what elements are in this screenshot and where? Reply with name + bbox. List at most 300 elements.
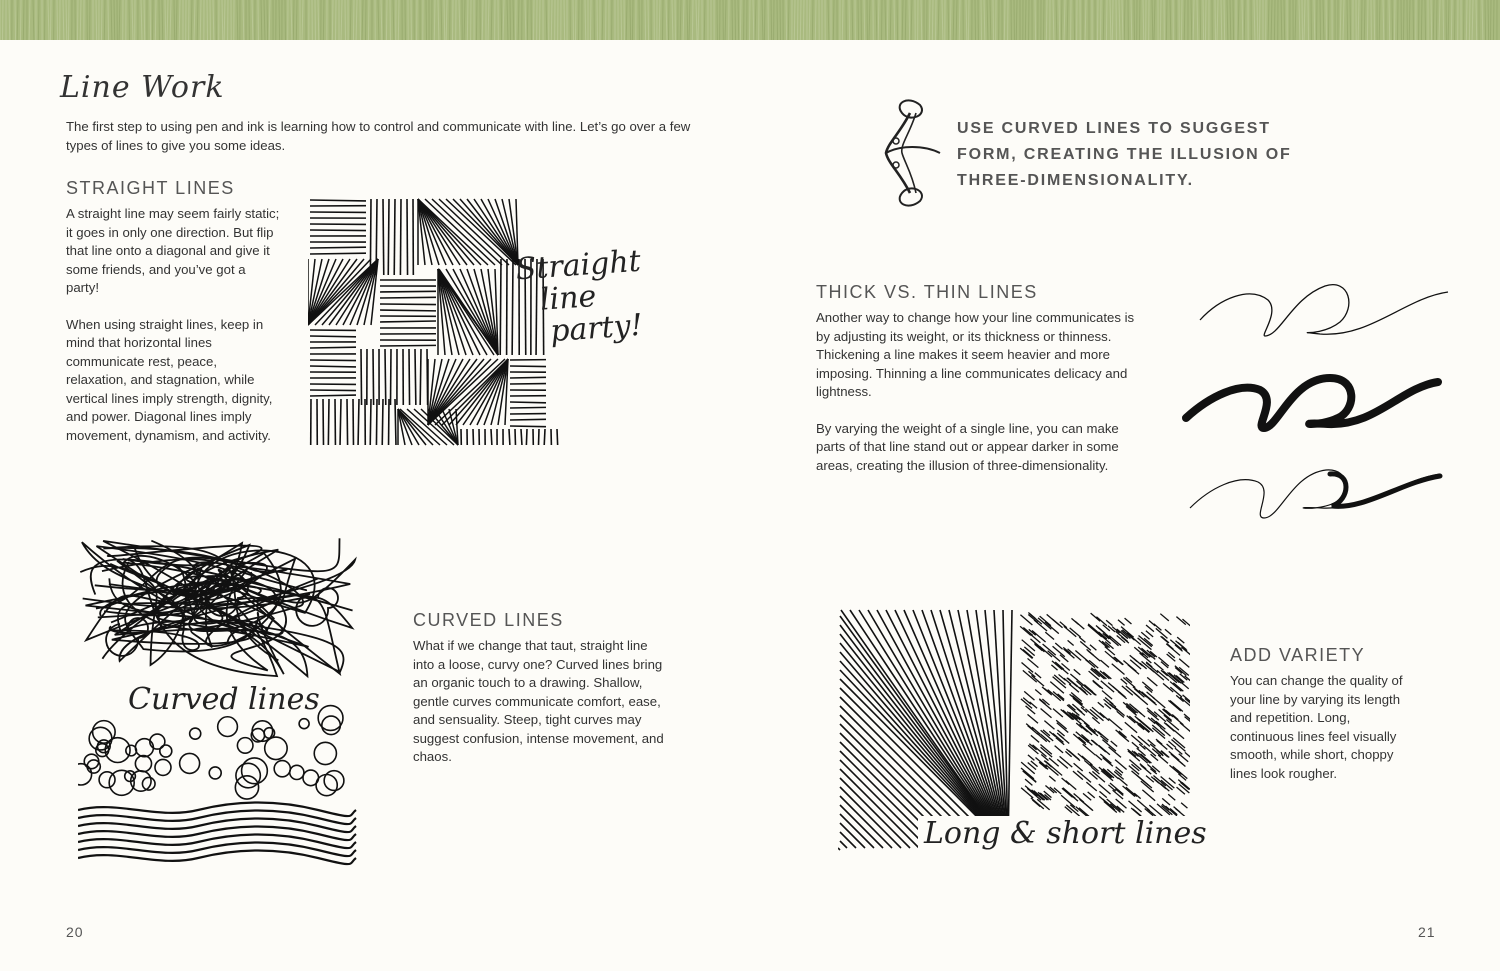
- band-stripe: [1488, 0, 1489, 40]
- curved-scribble: [290, 765, 304, 779]
- short-stroke: [1088, 689, 1095, 695]
- short-stroke: [1132, 771, 1145, 782]
- thick-thin-paragraph-2: By varying the weight of a single line, you can make parts of that line stand out or appear darker in some areas, creating the illusion of three-dimensionality.: [816, 420, 1119, 473]
- band-stripe: [777, 0, 778, 40]
- straight-stroke: [370, 399, 371, 445]
- band-stripe: [897, 0, 898, 40]
- band-stripe: [1308, 0, 1309, 40]
- straight-stroke: [310, 230, 366, 231]
- band-stripe: [1046, 0, 1047, 40]
- curved-scribble: [126, 745, 137, 756]
- straight-stroke: [418, 199, 474, 265]
- short-stroke: [1074, 669, 1081, 675]
- short-stroke: [1043, 644, 1056, 655]
- band-stripe: [150, 0, 151, 40]
- band-stripe: [1490, 0, 1491, 40]
- straight-stroke: [510, 402, 546, 403]
- band-stripe: [909, 0, 910, 40]
- short-stroke: [1180, 723, 1190, 732]
- band-stripe: [1061, 0, 1062, 40]
- band-stripe: [648, 0, 649, 40]
- short-stroke: [1075, 621, 1084, 629]
- short-stroke: [1100, 660, 1109, 667]
- short-stroke: [1055, 746, 1063, 753]
- band-stripe: [849, 0, 850, 40]
- short-stroke: [1099, 640, 1108, 648]
- curved-scribble: [160, 745, 172, 757]
- short-stroke: [1057, 730, 1064, 736]
- band-stripe: [165, 0, 166, 40]
- band-stripe: [833, 0, 834, 40]
- band-stripe: [732, 0, 733, 40]
- curved-scribble: [242, 758, 268, 784]
- curved-scribble: [218, 717, 238, 737]
- band-stripe: [1466, 0, 1467, 40]
- straight-stroke: [388, 199, 389, 275]
- short-stroke: [1182, 619, 1190, 631]
- top-decorative-band: [0, 0, 1500, 40]
- band-stripe: [950, 0, 951, 40]
- short-stroke: [1132, 742, 1139, 748]
- band-stripe: [1097, 0, 1098, 40]
- caption-line-1: Straight: [514, 243, 642, 288]
- short-stroke: [1049, 731, 1055, 736]
- straight-stroke: [395, 399, 396, 445]
- short-stroke: [1052, 661, 1062, 670]
- band-stripe: [771, 0, 772, 40]
- band-stripe: [101, 0, 102, 40]
- band-stripe: [398, 0, 399, 40]
- short-stroke: [1110, 783, 1123, 794]
- short-stroke: [1168, 700, 1180, 711]
- short-stroke: [1025, 786, 1037, 797]
- short-stroke: [1157, 741, 1167, 750]
- short-stroke: [1108, 785, 1115, 791]
- band-stripe: [932, 0, 933, 40]
- short-stroke: [1024, 691, 1034, 700]
- curved-wave: [78, 851, 356, 865]
- curved-scribble: [155, 759, 171, 775]
- straight-stroke: [510, 407, 546, 408]
- short-stroke: [1080, 641, 1091, 650]
- band-stripe: [293, 0, 294, 40]
- short-stroke: [1114, 657, 1123, 665]
- short-stroke: [1181, 682, 1189, 688]
- short-stroke: [1091, 613, 1100, 621]
- short-stroke: [1034, 620, 1047, 631]
- band-stripe: [353, 0, 354, 40]
- straight-stroke: [373, 349, 374, 405]
- short-stroke: [1066, 781, 1077, 790]
- straight-stroke: [310, 336, 356, 337]
- band-stripe: [1493, 0, 1494, 40]
- band-stripe: [1361, 0, 1362, 40]
- band-stripe: [1166, 0, 1167, 40]
- page-title: Line Work: [60, 70, 225, 105]
- straight-stroke: [407, 199, 408, 275]
- band-stripe: [968, 0, 969, 40]
- straight-stroke: [380, 304, 436, 305]
- straight-stroke: [315, 259, 378, 325]
- short-stroke: [1112, 664, 1125, 675]
- straight-lines-heading: STRAIGHT LINES: [66, 178, 235, 198]
- band-stripe: [1203, 0, 1204, 40]
- band-stripe: [803, 0, 804, 40]
- straight-stroke: [526, 429, 527, 445]
- band-stripe: [1389, 0, 1390, 40]
- short-stroke: [1041, 708, 1052, 717]
- short-stroke: [1169, 765, 1180, 774]
- short-stroke: [1115, 789, 1123, 796]
- band-stripe: [1274, 0, 1275, 40]
- long-stroke: [840, 841, 847, 848]
- short-stroke: [1020, 648, 1032, 658]
- short-stroke: [1079, 799, 1093, 811]
- long-stroke: [840, 832, 856, 848]
- straight-stroke: [347, 399, 348, 445]
- short-stroke: [1185, 676, 1190, 687]
- short-stroke: [1169, 778, 1176, 784]
- band-stripe: [1485, 0, 1486, 40]
- short-stroke: [1106, 620, 1112, 625]
- page-number-left: 20: [66, 924, 84, 940]
- band-stripe: [630, 0, 631, 40]
- add-variety-body: You can change the quality of your line by varying its length and repetition. Long, continuous lines feel visually smooth, while short, choppy lines look rougher.: [1230, 673, 1403, 781]
- straight-stroke: [491, 429, 492, 445]
- short-stroke: [1146, 631, 1153, 637]
- short-stroke: [1168, 794, 1175, 800]
- short-stroke: [1125, 618, 1132, 624]
- short-stroke: [1118, 620, 1125, 626]
- long-stroke: [838, 848, 840, 850]
- short-stroke: [1099, 767, 1112, 778]
- band-stripe: [15, 0, 16, 40]
- caption-line-3: party!: [549, 307, 644, 350]
- short-stroke: [1028, 658, 1039, 667]
- straight-stroke: [380, 345, 436, 346]
- straight-stroke: [415, 349, 416, 405]
- straight-stroke: [409, 349, 410, 405]
- curved-scribble: [324, 771, 344, 791]
- short-stroke: [1123, 786, 1135, 797]
- band-stripe: [96, 0, 97, 40]
- band-stripe: [155, 0, 156, 40]
- short-stroke: [1082, 756, 1092, 765]
- long-stroke: [840, 805, 883, 848]
- band-stripe: [510, 0, 511, 40]
- straight-stroke: [420, 349, 421, 405]
- long-stroke: [840, 778, 910, 848]
- band-stripe: [1476, 0, 1477, 40]
- straight-stroke: [310, 247, 366, 248]
- band-stripe: [1328, 0, 1329, 40]
- short-stroke: [1068, 640, 1074, 645]
- short-stroke: [1073, 771, 1083, 779]
- short-stroke: [1062, 788, 1073, 797]
- straight-stroke: [310, 200, 366, 201]
- short-stroke: [1154, 712, 1166, 722]
- band-stripe: [527, 0, 528, 40]
- band-stripe: [38, 0, 39, 40]
- short-stroke: [1108, 718, 1122, 730]
- short-stroke: [1021, 768, 1034, 779]
- band-stripe: [692, 0, 693, 40]
- long-stroke: [840, 814, 874, 848]
- band-stripe: [476, 0, 477, 40]
- straight-stroke: [394, 199, 395, 275]
- band-stripe: [1392, 0, 1393, 40]
- long-stroke: [840, 787, 901, 848]
- long-stroke: [895, 610, 1008, 848]
- short-stroke: [1088, 624, 1097, 632]
- short-stroke: [1028, 726, 1038, 735]
- curved-scribble: [322, 716, 340, 734]
- swirl-ornament-icon: [880, 93, 944, 215]
- band-stripe: [1425, 0, 1426, 40]
- band-stripe: [452, 0, 453, 40]
- short-stroke: [1100, 754, 1111, 763]
- short-stroke: [1167, 644, 1174, 650]
- short-stroke: [1042, 687, 1052, 695]
- straight-stroke: [383, 199, 384, 275]
- straight-stroke: [310, 395, 356, 396]
- short-stroke: [1055, 643, 1062, 649]
- short-stroke: [1169, 751, 1179, 760]
- band-stripe: [1215, 0, 1216, 40]
- band-stripe: [564, 0, 565, 40]
- band-stripe: [1347, 0, 1348, 40]
- thick-thin-body: [816, 309, 1146, 493]
- band-stripe: [279, 0, 280, 40]
- curved-scribble: [274, 761, 290, 777]
- band-stripe: [662, 0, 663, 40]
- short-stroke: [1154, 662, 1163, 670]
- short-stroke: [1072, 696, 1082, 705]
- curved-scribble: [78, 764, 92, 785]
- short-stroke: [1031, 675, 1044, 686]
- curved-scribble: [135, 756, 151, 772]
- short-stroke: [1103, 758, 1113, 767]
- curved-scribble: [318, 706, 343, 731]
- band-stripe: [812, 0, 813, 40]
- band-stripe: [1074, 0, 1075, 40]
- page-number-right: 21: [1418, 924, 1436, 940]
- short-stroke: [1147, 697, 1156, 705]
- short-stroke: [1031, 735, 1039, 742]
- band-stripe: [993, 0, 994, 40]
- band-stripe: [794, 0, 795, 40]
- straight-lines-paragraph-2: When using straight lines, keep in mind that horizontal lines communicate rest, peace, relaxation, and stagnation, while vertical lines imply strength, dignity, and power. Diagonal lines imply movement, dynamism, and activity.: [66, 316, 273, 443]
- short-stroke: [1066, 749, 1080, 761]
- long-stroke: [840, 760, 928, 848]
- short-stroke: [1056, 720, 1066, 729]
- straight-lines-paragraph-1: A straight line may seem fairly static; it goes in only one direction. But flip that line onto a diagonal and give it some friends, and you’ve got a party!: [66, 206, 280, 295]
- straight-stroke: [385, 349, 386, 405]
- band-stripe: [1364, 0, 1365, 40]
- band-stripe: [645, 0, 646, 40]
- short-stroke: [1142, 682, 1152, 691]
- intro-paragraph: The first step to using pen and ink is learning how to control and communicate with line. Let’s go over a few types of lines to give you some ideas.: [66, 119, 691, 153]
- band-stripe: [800, 0, 801, 40]
- curved-scribble: [314, 742, 336, 764]
- short-stroke: [1109, 747, 1121, 758]
- band-stripe: [894, 0, 895, 40]
- short-stroke: [1127, 716, 1136, 723]
- short-stroke: [1149, 621, 1155, 626]
- band-stripe: [267, 0, 268, 40]
- straight-stroke: [500, 259, 501, 355]
- curved-lines-body: What if we change that taut, straight line into a loose, curvy one? Curved lines bring an organic touch to a drawing. Shallow, gentle curves communicate comfort, ease, and sensuality. Steep, tight curves may suggest confusion, intense movement, and chaos.: [413, 638, 664, 764]
- band-stripe: [57, 0, 58, 40]
- straight-stroke: [390, 349, 391, 405]
- band-stripe: [590, 0, 591, 40]
- band-stripe: [786, 0, 787, 40]
- short-stroke: [1098, 702, 1104, 707]
- short-stroke: [1049, 776, 1055, 781]
- straight-stroke: [328, 399, 329, 445]
- short-stroke: [1057, 759, 1068, 768]
- straight-stroke: [310, 360, 356, 361]
- short-stroke: [1175, 748, 1182, 754]
- band-stripe: [77, 0, 78, 40]
- short-stroke: [1082, 727, 1088, 732]
- curved-lines-heading: CURVED LINES: [413, 610, 564, 630]
- straight-stroke: [310, 253, 366, 254]
- short-stroke: [1160, 614, 1169, 621]
- band-stripe: [815, 0, 816, 40]
- thick-thin-paragraph-1: Another way to change how your line communicates is by adjusting its weight, or its thickness or thinness. Thickening a line makes it seem heavier and more imposing. Thinning a line communicates delicacy and lightness.: [816, 310, 1135, 399]
- band-stripe: [296, 0, 297, 40]
- band-stripe: [858, 0, 859, 40]
- straight-stroke: [358, 399, 359, 445]
- short-stroke: [1095, 755, 1101, 760]
- short-stroke: [1118, 692, 1126, 699]
- short-stroke: [1126, 787, 1137, 796]
- short-stroke: [1075, 650, 1089, 662]
- short-stroke: [1062, 778, 1070, 785]
- short-stroke: [1133, 658, 1142, 666]
- curved-scribble: [316, 775, 337, 796]
- short-stroke: [1179, 754, 1188, 762]
- straight-stroke: [510, 419, 546, 420]
- band-stripe: [1413, 0, 1414, 40]
- band-stripe: [1443, 0, 1444, 40]
- straight-stroke: [510, 426, 546, 427]
- short-stroke: [1177, 759, 1185, 766]
- short-stroke: [1088, 792, 1095, 798]
- straight-stroke: [400, 199, 401, 275]
- curved-scribble: [237, 738, 253, 754]
- short-stroke: [1025, 779, 1032, 785]
- short-stroke: [1102, 691, 1112, 700]
- straight-stroke: [376, 399, 377, 445]
- short-stroke: [1111, 741, 1117, 746]
- band-stripe: [1302, 0, 1303, 40]
- short-stroke: [1083, 744, 1096, 755]
- band-stripe: [735, 0, 736, 40]
- short-stroke: [1090, 645, 1096, 650]
- band-stripe: [1200, 0, 1201, 40]
- band-stripe: [1106, 0, 1107, 40]
- band-stripe: [1139, 0, 1140, 40]
- band-stripe: [323, 0, 324, 40]
- band-stripe: [1004, 0, 1005, 40]
- curved-scribble: [89, 727, 112, 750]
- band-stripe: [1367, 0, 1368, 40]
- band-stripe: [467, 0, 468, 40]
- band-stripe: [332, 0, 333, 40]
- short-stroke: [1028, 714, 1038, 723]
- band-stripe: [368, 0, 369, 40]
- short-stroke: [1096, 617, 1107, 626]
- straight-stroke: [510, 377, 546, 378]
- band-stripe: [176, 0, 177, 40]
- short-stroke: [1035, 689, 1041, 694]
- short-stroke: [1060, 756, 1073, 767]
- band-stripe: [1431, 0, 1432, 40]
- band-stripe: [20, 0, 21, 40]
- callout-text: USE CURVED LINES TO SUGGEST FORM, CREATING THE ILLUSION OF THREE-DIMENSIONALITY.: [957, 120, 1292, 189]
- short-stroke: [1045, 632, 1054, 639]
- straight-stroke: [380, 321, 436, 322]
- short-stroke: [1099, 745, 1110, 754]
- band-stripe: [1035, 0, 1036, 40]
- short-stroke: [1147, 677, 1157, 686]
- band-stripe: [108, 0, 109, 40]
- straight-stroke: [521, 429, 522, 445]
- curved-scribble: [190, 728, 201, 739]
- long-stroke: [1008, 610, 1012, 848]
- band-stripe: [1421, 0, 1422, 40]
- band-stripe: [1160, 0, 1161, 40]
- thick-thin-illustration: [1180, 278, 1455, 528]
- band-stripe: [975, 0, 976, 40]
- band-stripe: [1394, 0, 1395, 40]
- short-stroke: [1028, 755, 1034, 761]
- curved-scribble: [299, 719, 309, 729]
- short-stroke: [1116, 767, 1123, 773]
- band-stripe: [740, 0, 741, 40]
- band-stripe: [386, 0, 387, 40]
- short-stroke: [1125, 722, 1137, 732]
- band-stripe: [1205, 0, 1206, 40]
- short-stroke: [1051, 665, 1057, 670]
- straight-stroke: [310, 366, 356, 367]
- short-stroke: [1055, 662, 1064, 669]
- short-stroke: [1181, 803, 1187, 808]
- band-stripe: [887, 0, 888, 40]
- band-stripe: [551, 0, 552, 40]
- curved-scribble: [180, 753, 200, 773]
- short-stroke: [1070, 674, 1077, 680]
- caption-line-2: line: [538, 278, 598, 318]
- short-stroke: [1119, 733, 1129, 742]
- straight-stroke: [310, 390, 356, 391]
- short-stroke: [1069, 684, 1079, 692]
- short-stroke: [1173, 683, 1183, 692]
- band-stripe: [207, 0, 208, 40]
- band-stripe: [2, 0, 3, 40]
- short-stroke: [1089, 772, 1097, 779]
- straight-stroke: [380, 297, 436, 298]
- short-stroke: [1170, 682, 1181, 692]
- short-stroke: [1032, 631, 1046, 643]
- band-stripe: [68, 0, 69, 40]
- curved-scribble: [135, 739, 153, 757]
- straight-stroke: [557, 429, 558, 445]
- short-stroke: [1088, 651, 1100, 662]
- band-stripe: [621, 0, 622, 40]
